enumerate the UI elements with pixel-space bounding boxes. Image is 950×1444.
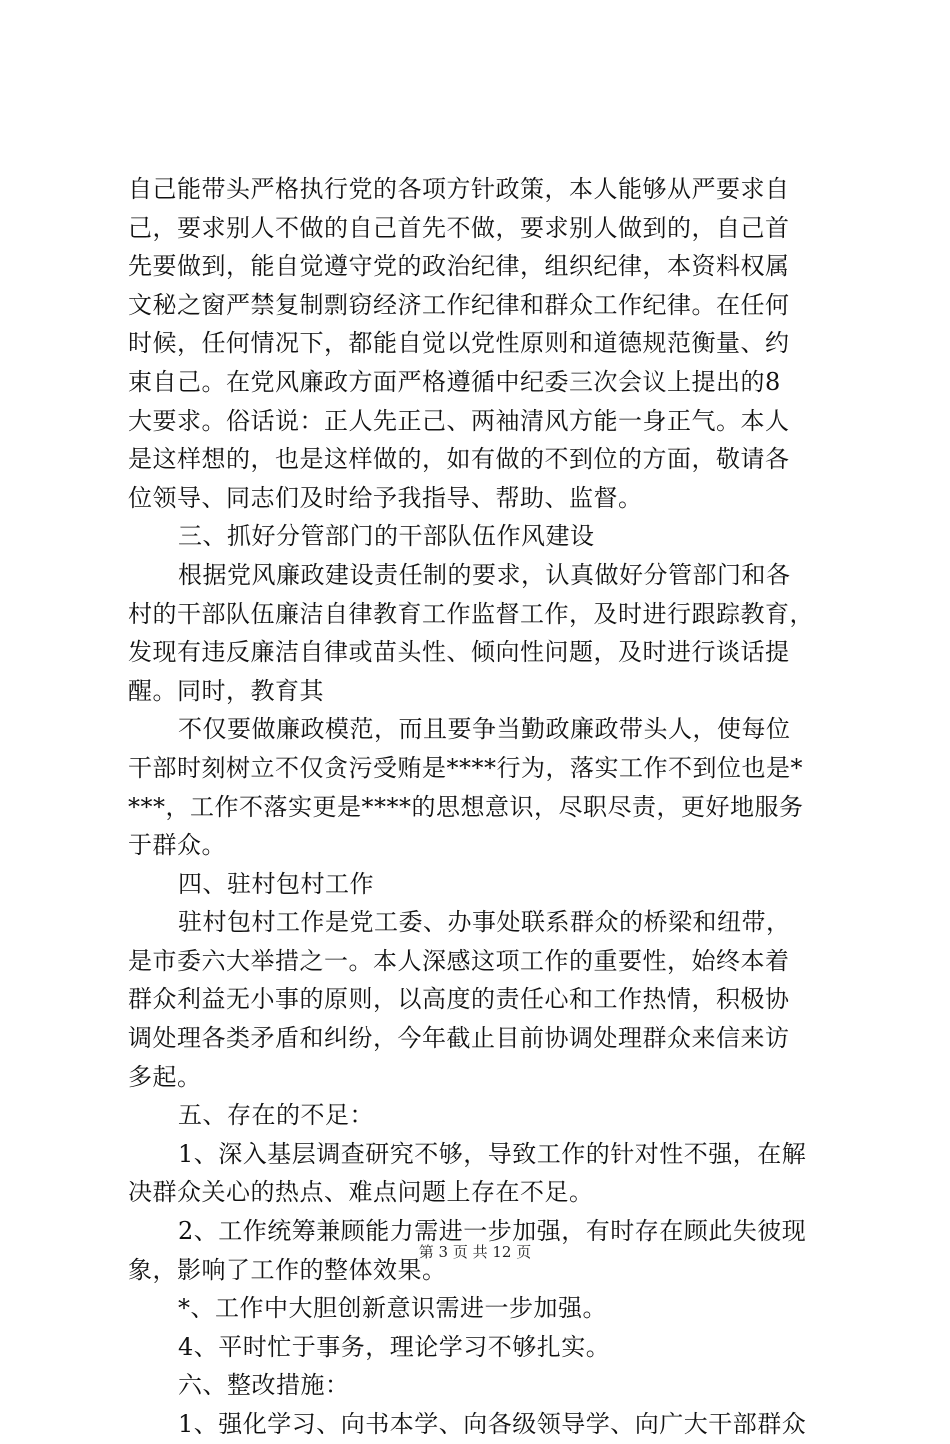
text-line: 于群众。 <box>128 831 226 860</box>
text-line: 象，影响了工作的整体效果。 <box>128 1255 447 1284</box>
text-line: 多起。 <box>128 1062 202 1091</box>
text-line: 醒。同时，教育其 <box>128 676 324 705</box>
text-line: 村的干部队伍廉洁自律教育工作监督工作，及时进行跟踪教育， <box>128 599 814 628</box>
text-line: 决群众关心的热点、难点问题上存在不足。 <box>128 1178 594 1207</box>
text-line: 自己能带头严格执行党的各项方针政策，本人能够从严要求自 <box>128 175 790 203</box>
section-heading: 三、抓好分管部门的干部队伍作风建设 <box>178 522 595 551</box>
text-line: 发现有违反廉洁自律或苗头性、倾向性问题，及时进行谈话提 <box>128 638 790 667</box>
list-item: 1、深入基层调查研究不够，导致工作的针对性不强，在解 <box>178 1139 807 1168</box>
text-line: 位领导、同志们及时给予我指导、帮助、监督。 <box>128 483 643 512</box>
section-heading: 四、驻村包村工作 <box>178 869 374 898</box>
text-line: 己，要求别人不做的自己首先不做，要求别人做到的，自己首 <box>128 213 790 242</box>
text-line: 大要求。俗话说：正人先正己、两袖清风方能一身正气。本人 <box>128 406 790 435</box>
text-line: 调处理各类矛盾和纠纷，今年截止目前协调处理群众来信来访 <box>128 1024 790 1053</box>
list-item: 1、强化学习、向书本学、向各级领导学、向广大干部群众 <box>178 1410 807 1438</box>
section-heading: 五、存在的不足： <box>178 1101 374 1130</box>
text-line: 是这样想的，也是这样做的，如有做的不到位的方面，敬请各 <box>128 445 790 474</box>
text-line: 是市委六大举措之一。本人深感这项工作的重要性，始终本着 <box>128 946 790 975</box>
text-line: 不仅要做廉政模范，而且要争当勤政廉政带头人，使每位 <box>178 715 791 744</box>
text-line: 时候，任何情况下，都能自觉以党性原则和道德规范衡量、约 <box>128 329 790 358</box>
text-line: 群众利益无小事的原则，以高度的责任心和工作热情，积极协 <box>128 985 790 1014</box>
list-item: *、工作中大胆创新意识需进一步加强。 <box>178 1294 607 1323</box>
page-number-footer: 第 3 页 共 12 页 <box>418 1243 532 1261</box>
text-line: 文秘之窗严禁复制剽窃经济工作纪律和群众工作纪律。在任何 <box>128 290 790 319</box>
text-line: 驻村包村工作是党工委、办事处联系群众的桥梁和纽带， <box>178 908 791 937</box>
text-line: 先要做到，能自觉遵守党的政治纪律，组织纪律，本资料权属 <box>128 252 790 281</box>
text-line: 根据党风廉政建设责任制的要求，认真做好分管部门和各 <box>178 560 791 589</box>
text-line: 干部时刻树立不仅贪污受贿是****行为，落实工作不到位也是* <box>128 753 803 782</box>
section-heading: 六、整改措施： <box>178 1371 350 1400</box>
list-item: 4、平时忙于事务，理论学习不够扎实。 <box>178 1332 611 1361</box>
list-item: 2、工作统筹兼顾能力需进一步加强，有时存在顾此失彼现 <box>178 1217 807 1246</box>
text-line: 束自己。在党风廉政方面严格遵循中纪委三次会议上提出的8 <box>128 367 781 396</box>
text-line: ***，工作不落实更是****的思想意识，尽职尽责，更好地服务 <box>128 792 804 821</box>
